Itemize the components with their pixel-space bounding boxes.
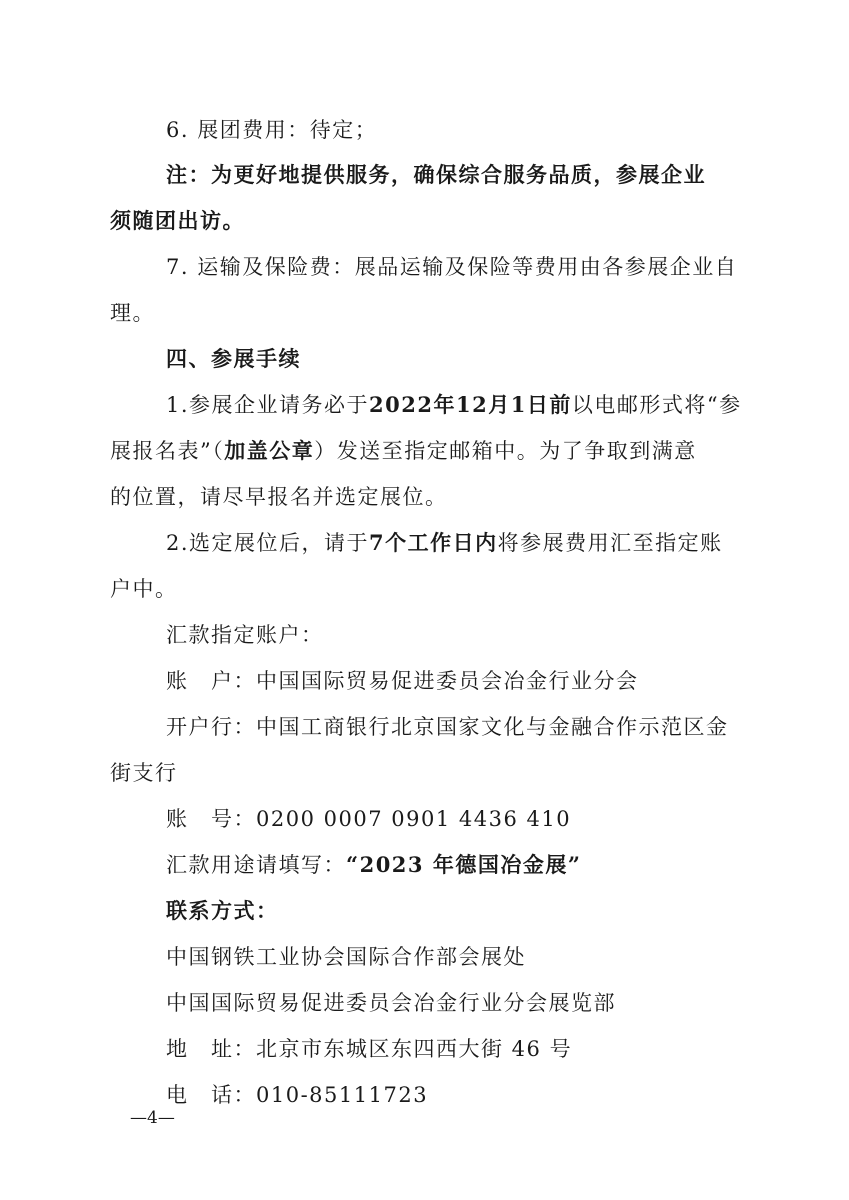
note-line-1: 注：为更好地提供服务，确保综合服务品质，参展企业	[166, 162, 706, 187]
note-line-2: 须随团出访。	[110, 208, 245, 233]
account-bank-line-2: 街支行	[110, 761, 178, 785]
section-heading: 四、参展手续	[166, 346, 301, 371]
step1-text-c: 以电邮形式将“参	[571, 393, 742, 417]
purpose-value: “2023 年德国冶金展”	[346, 852, 582, 877]
transport-line-1: 7. 运输及保险费：展品运输及保险等费用由各参展企业自	[166, 255, 738, 279]
contact-address: 地 址：北京市东城区东四西大街 46 号	[166, 1037, 573, 1061]
step1-line-1	[166, 390, 740, 420]
fee-line: 6. 展团费用：待定；	[166, 118, 378, 142]
account-number: 账 号：0200 0007 0901 4436 410	[166, 807, 572, 831]
deadline-date: 2022年12月1日前	[369, 392, 572, 417]
official-seal-note: 加盖公章	[224, 438, 315, 463]
contact-org-2: 中国国际贸易促进委员会冶金行业分会展览部	[166, 991, 616, 1015]
step1-text-a: 1.参展企业请务必于	[166, 393, 370, 417]
transport-line-2: 理。	[110, 301, 155, 325]
step2-text-c: 将参展费用汇至指定账	[497, 531, 723, 555]
step1-text-e: ）发送至指定邮箱中。为了争取到满意	[314, 439, 697, 463]
payment-window: 7个工作日内	[369, 530, 498, 555]
account-heading: 汇款指定账户：	[166, 623, 324, 647]
contact-org-1: 中国钢铁工业协会国际合作部会展处	[166, 945, 526, 969]
contact-phone: 电 话：010-85111723	[166, 1083, 429, 1107]
step2-text-a: 2.选定展位后，请于	[166, 531, 370, 555]
purpose-label: 汇款用途请填写：	[166, 853, 346, 877]
account-holder: 账 户：中国国际贸易促进委员会冶金行业分会	[166, 669, 639, 693]
step2-line-2: 户中。	[110, 577, 178, 601]
step1-line-2	[110, 436, 740, 466]
remittance-purpose	[166, 850, 740, 880]
contact-heading: 联系方式：	[166, 898, 279, 923]
step2-line-1	[166, 528, 740, 558]
page-number: —4—	[130, 1108, 175, 1128]
step1-line-3: 的位置，请尽早报名并选定展位。	[110, 485, 448, 509]
step1-text-d: 展报名表”（	[110, 439, 225, 463]
account-bank-line-1: 开户行：中国工商银行北京国家文化与金融合作示范区金	[166, 715, 729, 739]
